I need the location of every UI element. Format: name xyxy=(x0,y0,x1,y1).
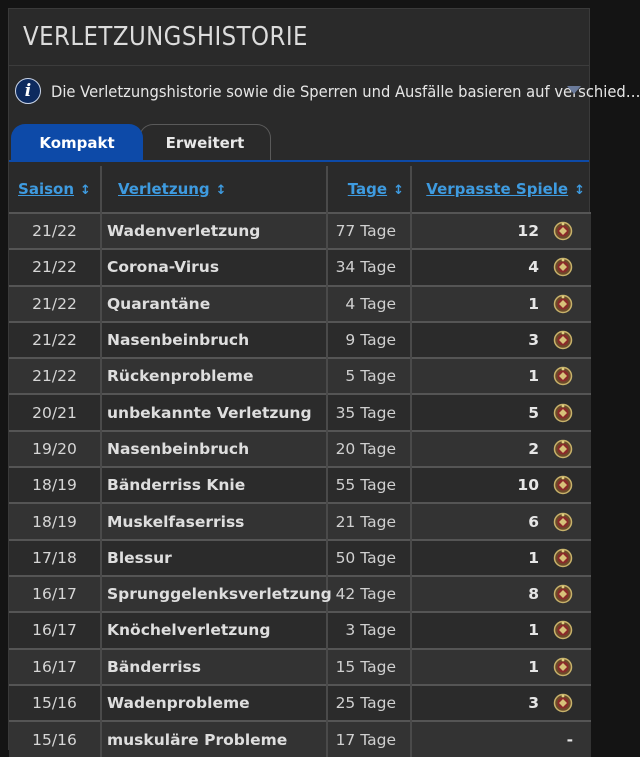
sort-icon: ↕ xyxy=(80,183,91,198)
table-row xyxy=(9,612,591,648)
club-crest-icon[interactable] xyxy=(553,221,573,241)
club-crest-icon[interactable] xyxy=(553,693,573,713)
missed-games-value: 1 xyxy=(528,621,539,640)
sort-icon: ↕ xyxy=(215,183,227,198)
days-cell: 55 Tage xyxy=(327,467,411,503)
season-cell: 15/16 xyxy=(9,721,101,757)
season-cell: 21/22 xyxy=(9,322,101,358)
column-header-tage[interactable]: Tage ↕ xyxy=(327,166,411,213)
season-cell: 18/19 xyxy=(9,503,101,539)
missed-games-value: 2 xyxy=(528,439,539,458)
column-header-verpasste-spiele[interactable]: Verpasste Spiele ↕ xyxy=(426,180,585,198)
table-row xyxy=(9,467,591,503)
table-row xyxy=(9,649,591,685)
missed-games-value: 1 xyxy=(528,548,539,567)
season-cell: 19/20 xyxy=(9,431,101,467)
club-crest-icon[interactable] xyxy=(553,584,573,604)
games-cell xyxy=(411,721,591,757)
missed-games-value: 1 xyxy=(528,294,539,313)
games-cell xyxy=(411,249,591,285)
table-row xyxy=(9,322,591,358)
missed-games-value: 10 xyxy=(517,476,539,495)
days-cell: 50 Tage xyxy=(327,540,411,576)
injury-cell: Knöchelverletzung xyxy=(101,612,327,648)
info-text: Die Verletzungshistorie sowie die Sperren und Ausfälle basieren auf verschied… xyxy=(51,81,640,101)
season-cell: 21/22 xyxy=(9,249,101,285)
days-cell: 20 Tage xyxy=(327,431,411,467)
info-icon: i xyxy=(15,78,41,104)
sort-icon: ↕ xyxy=(393,183,404,198)
table-row xyxy=(9,721,591,757)
club-crest-icon[interactable] xyxy=(553,657,573,677)
table-row xyxy=(9,503,591,539)
days-cell: 77 Tage xyxy=(327,213,411,249)
days-cell: 4 Tage xyxy=(327,286,411,322)
injury-history-panel xyxy=(8,8,640,750)
season-cell: 18/19 xyxy=(9,467,101,503)
club-crest-icon[interactable] xyxy=(553,330,573,350)
injury-cell: Sprunggelenksverletzung xyxy=(101,576,327,612)
missed-games-value: 5 xyxy=(528,403,539,422)
injury-cell: Wadenprobleme xyxy=(101,685,327,721)
club-crest-icon[interactable] xyxy=(553,403,573,423)
season-cell: 16/17 xyxy=(9,649,101,685)
days-cell: 15 Tage xyxy=(327,649,411,685)
column-header-verletzung[interactable]: Verletzung ↕ xyxy=(101,166,327,213)
injury-cell: Quarantäne xyxy=(101,286,327,322)
injury-cell: Nasenbeinbruch xyxy=(101,322,327,358)
season-cell: 16/17 xyxy=(9,576,101,612)
games-cell xyxy=(411,394,591,430)
games-cell xyxy=(411,503,591,539)
missed-games-value: 8 xyxy=(528,585,539,604)
injury-cell: unbekannte Verletzung xyxy=(101,394,327,430)
season-cell: 21/22 xyxy=(9,286,101,322)
club-crest-icon[interactable] xyxy=(553,294,573,314)
club-crest-icon[interactable] xyxy=(553,620,573,640)
days-cell: 25 Tage xyxy=(327,685,411,721)
missed-games-value: 3 xyxy=(528,331,539,350)
games-cell xyxy=(411,576,591,612)
sort-icon: ↕ xyxy=(574,183,585,198)
games-cell xyxy=(411,612,591,648)
missed-games-value: 3 xyxy=(528,694,539,712)
table-row xyxy=(9,286,591,322)
table-body xyxy=(9,213,591,757)
club-crest-icon[interactable] xyxy=(553,475,573,495)
table-row xyxy=(9,576,591,612)
club-crest-icon[interactable] xyxy=(553,257,573,277)
season-cell: 17/18 xyxy=(9,540,101,576)
club-crest-icon[interactable] xyxy=(553,512,573,532)
missed-games-value: 4 xyxy=(528,258,539,277)
table-row xyxy=(9,540,591,576)
games-cell xyxy=(411,358,591,394)
table-row xyxy=(9,213,591,249)
info-banner[interactable] xyxy=(9,70,640,112)
injury-cell: Rückenprobleme xyxy=(101,358,327,394)
missed-games-value: - xyxy=(566,730,573,749)
games-cell xyxy=(411,540,591,576)
table-row xyxy=(9,685,591,721)
injury-cell: muskuläre Probleme xyxy=(101,721,327,757)
tab-erweitert[interactable]: Erweitert xyxy=(139,124,271,160)
tabs-underline xyxy=(9,160,589,162)
days-cell: 21 Tage xyxy=(327,503,411,539)
games-cell xyxy=(411,431,591,467)
table-header-row xyxy=(9,166,591,213)
missed-games-value: 6 xyxy=(528,512,539,531)
games-cell xyxy=(411,685,591,721)
missed-games-value: 1 xyxy=(528,657,539,676)
view-tabs xyxy=(9,124,589,166)
season-cell: 15/16 xyxy=(9,685,101,721)
injury-cell: Nasenbeinbruch xyxy=(101,431,327,467)
missed-games-value: 12 xyxy=(517,222,539,241)
games-cell xyxy=(411,649,591,685)
column-header-saison[interactable]: Saison ↕ xyxy=(9,166,101,213)
club-crest-icon[interactable] xyxy=(553,548,573,568)
days-cell: 3 Tage xyxy=(327,612,411,648)
table-row xyxy=(9,249,591,285)
tab-kompakt[interactable]: Kompakt xyxy=(11,124,143,161)
days-cell: 35 Tage xyxy=(327,394,411,430)
page-title: VERLETZUNGSHISTORIE xyxy=(23,22,308,52)
season-cell: 21/22 xyxy=(9,213,101,249)
games-cell xyxy=(411,322,591,358)
days-cell: 17 Tage xyxy=(327,721,411,757)
table-row xyxy=(9,358,591,394)
panel-header xyxy=(9,9,589,66)
club-crest-icon[interactable] xyxy=(553,366,573,386)
injury-cell: Corona-Virus xyxy=(101,249,327,285)
season-cell: 21/22 xyxy=(9,358,101,394)
season-cell: 20/21 xyxy=(9,394,101,430)
days-cell: 9 Tage xyxy=(327,322,411,358)
table-row xyxy=(9,431,591,467)
games-cell xyxy=(411,213,591,249)
season-cell: 16/17 xyxy=(9,612,101,648)
games-cell xyxy=(411,286,591,322)
injury-table xyxy=(9,166,591,757)
injury-cell: Bänderriss xyxy=(101,649,327,685)
injury-cell: Blessur xyxy=(101,540,327,576)
injury-cell: Muskelfaserriss xyxy=(101,503,327,539)
days-cell: 42 Tage xyxy=(327,576,411,612)
injury-cell: Wadenverletzung xyxy=(101,213,327,249)
club-crest-icon[interactable] xyxy=(553,439,573,459)
chevron-down-icon[interactable] xyxy=(567,86,581,94)
days-cell: 5 Tage xyxy=(327,358,411,394)
table-row xyxy=(9,394,591,430)
days-cell: 34 Tage xyxy=(327,249,411,285)
games-cell xyxy=(411,467,591,503)
missed-games-value: 1 xyxy=(528,367,539,386)
injury-cell: Bänderriss Knie xyxy=(101,467,327,503)
